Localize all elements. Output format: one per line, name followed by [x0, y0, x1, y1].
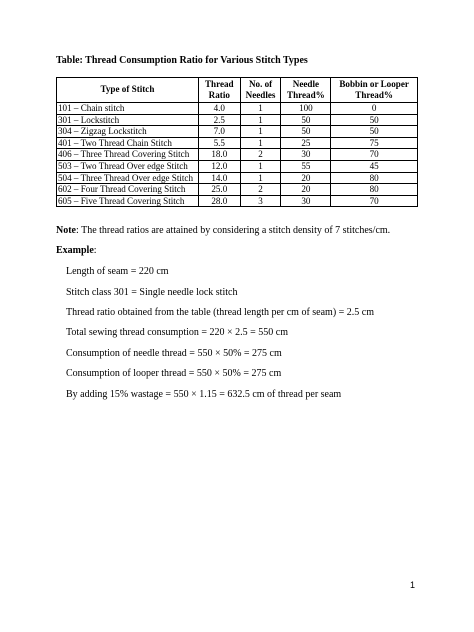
cell-thread-ratio: 14.0 — [198, 172, 240, 184]
header-ratio-line1: Thread — [204, 78, 234, 89]
table-header-row — [57, 78, 418, 103]
cell-bobbin-thread: 80 — [331, 172, 418, 184]
cell-needle-thread: 100 — [281, 103, 331, 115]
table-row — [57, 160, 418, 172]
table-row — [57, 149, 418, 161]
table-title: Table: Thread Consumption Ratio for Various Stitch Types — [56, 55, 308, 66]
cell-thread-ratio: 18.0 — [198, 149, 240, 161]
cell-needle-thread: 30 — [281, 149, 331, 161]
example-line-stitch-class: Stitch class 301 = Single needle lock stitch — [66, 287, 238, 298]
header-needles-line2: Needles — [245, 90, 276, 100]
example-line-thread-ratio: Thread ratio obtained from the table (thread length per cm of seam) = 2.5 cm — [66, 307, 375, 318]
cell-needle-thread: 50 — [281, 126, 331, 138]
example-heading — [56, 245, 97, 256]
cell-bobbin-thread: 0 — [331, 103, 418, 115]
cell-stitch-type: 605 – Five Thread Covering Stitch — [57, 195, 199, 207]
header-needle-thread-line2: Thread% — [287, 90, 325, 100]
header-no-of-needles — [240, 78, 281, 103]
page-number: 1 — [410, 580, 416, 590]
cell-stitch-type: 301 – Lockstitch — [57, 114, 199, 126]
cell-needles: 1 — [240, 114, 281, 126]
cell-needles: 2 — [240, 149, 281, 161]
table-row — [57, 126, 418, 138]
cell-bobbin-thread: 50 — [331, 114, 418, 126]
cell-thread-ratio: 4.0 — [198, 103, 240, 115]
example-label: Example — [56, 245, 94, 256]
header-type-of-stitch — [57, 78, 199, 103]
cell-needle-thread: 30 — [281, 195, 331, 207]
example-line-total-consumption: Total sewing thread consumption = 220 × 2.5 = 550 cm — [66, 327, 289, 338]
cell-needles: 1 — [240, 126, 281, 138]
note-paragraph — [56, 225, 390, 236]
cell-thread-ratio: 12.0 — [198, 160, 240, 172]
cell-stitch-type: 602 – Four Thread Covering Stitch — [57, 184, 199, 196]
header-ratio-line2: Ratio — [208, 90, 230, 100]
header-needle-thread-line1: Needle — [292, 78, 320, 89]
example-line-seam-length: Length of seam = 220 cm — [66, 266, 169, 277]
header-bobbin-line1: Bobbin or Looper — [339, 78, 409, 89]
cell-needles: 1 — [240, 137, 281, 149]
cell-needle-thread: 25 — [281, 137, 331, 149]
cell-needle-thread: 50 — [281, 114, 331, 126]
cell-needle-thread: 20 — [281, 184, 331, 196]
cell-bobbin-thread: 75 — [331, 137, 418, 149]
header-bobbin-looper-thread — [331, 78, 418, 103]
example-colon: : — [93, 245, 97, 256]
cell-stitch-type: 101 – Chain stitch — [57, 103, 199, 115]
cell-bobbin-thread: 50 — [331, 126, 418, 138]
cell-bobbin-thread: 70 — [331, 149, 418, 161]
note-text: : The thread ratios are attained by considering a stitch density of 7 stitches/cm. — [76, 225, 391, 236]
header-thread-ratio — [198, 78, 240, 103]
cell-thread-ratio: 25.0 — [198, 184, 240, 196]
table-row — [57, 172, 418, 184]
table-row — [57, 137, 418, 149]
thread-consumption-table — [56, 77, 418, 207]
example-line-needle-thread: Consumption of needle thread = 550 × 50% = 275 cm — [66, 348, 282, 359]
table-row — [57, 184, 418, 196]
cell-needles: 1 — [240, 172, 281, 184]
cell-needles: 2 — [240, 184, 281, 196]
note-label: Note — [56, 225, 76, 236]
cell-stitch-type: 304 – Zigzag Lockstitch — [57, 126, 199, 138]
cell-stitch-type: 504 – Three Thread Over edge Stitch — [57, 172, 199, 184]
cell-stitch-type: 406 – Three Thread Covering Stitch — [57, 149, 199, 161]
table-row — [57, 114, 418, 126]
cell-thread-ratio: 2.5 — [198, 114, 240, 126]
cell-thread-ratio: 7.0 — [198, 126, 240, 138]
cell-needles: 1 — [240, 103, 281, 115]
header-bobbin-line2: Thread% — [355, 90, 393, 100]
cell-bobbin-thread: 70 — [331, 195, 418, 207]
table-row — [57, 103, 418, 115]
example-line-looper-thread: Consumption of looper thread = 550 × 50% = 275 cm — [66, 368, 282, 379]
cell-needles: 3 — [240, 195, 281, 207]
table-row — [57, 195, 418, 207]
header-type-label: Type of Stitch — [100, 84, 155, 95]
cell-bobbin-thread: 80 — [331, 184, 418, 196]
cell-needles: 1 — [240, 160, 281, 172]
header-needles-line1: No. of — [248, 78, 273, 89]
cell-bobbin-thread: 45 — [331, 160, 418, 172]
cell-stitch-type: 401 – Two Thread Chain Stitch — [57, 137, 199, 149]
header-needle-thread — [281, 78, 331, 103]
cell-stitch-type: 503 – Two Thread Over edge Stitch — [57, 160, 199, 172]
cell-thread-ratio: 5.5 — [198, 137, 240, 149]
cell-needle-thread: 20 — [281, 172, 331, 184]
example-line-wastage: By adding 15% wastage = 550 × 1.15 = 632.5 cm of thread per seam — [66, 389, 342, 400]
cell-thread-ratio: 28.0 — [198, 195, 240, 207]
cell-needle-thread: 55 — [281, 160, 331, 172]
